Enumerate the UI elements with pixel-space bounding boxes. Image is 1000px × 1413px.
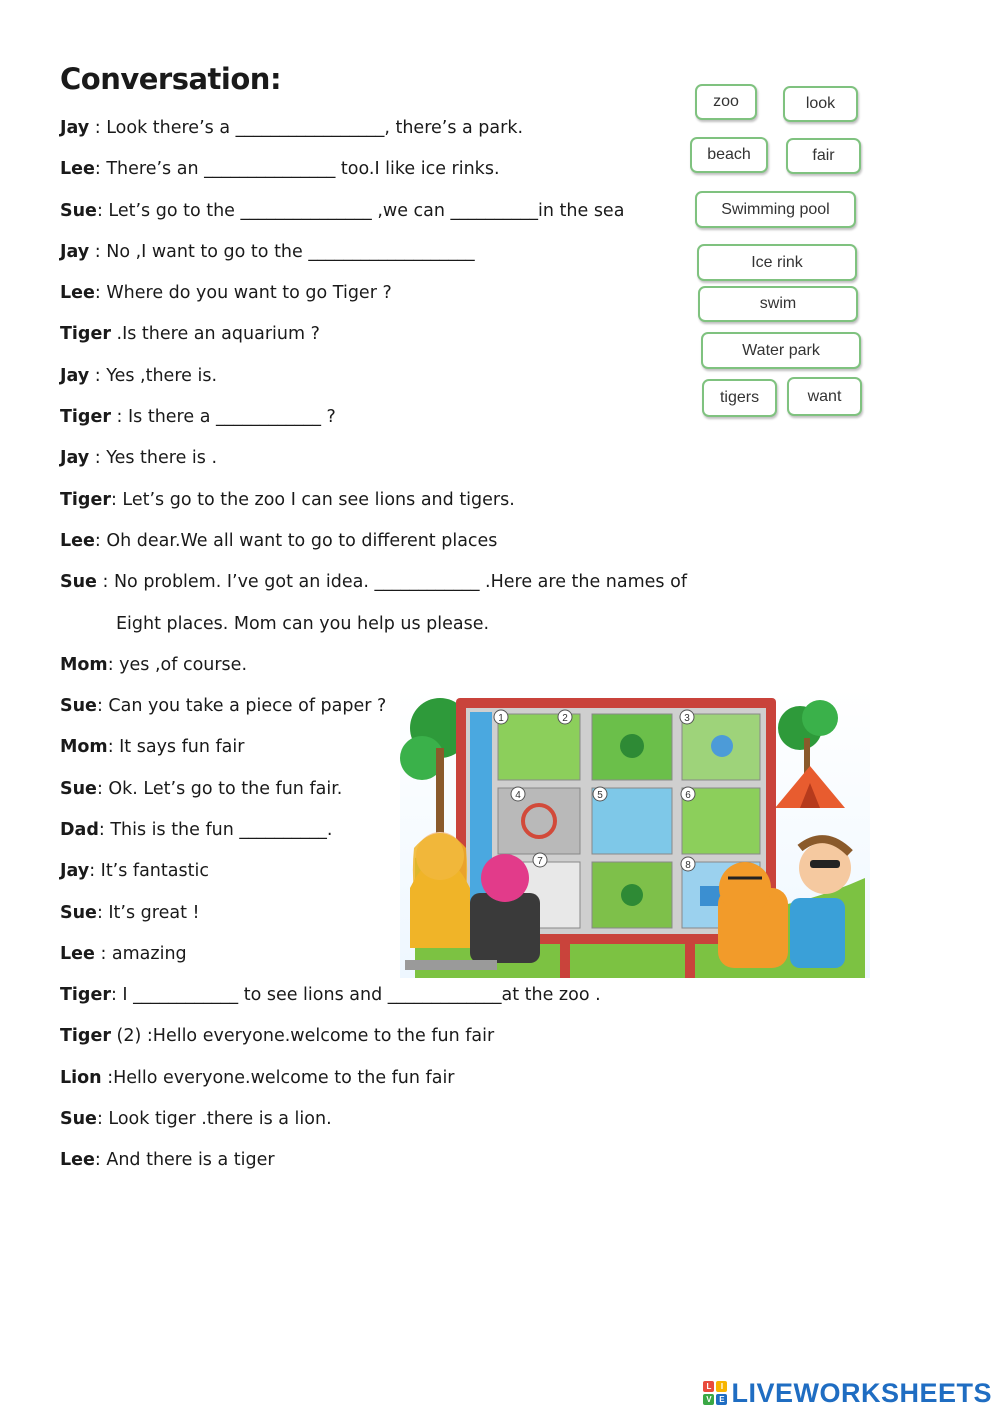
- dialogue-line: [116, 612, 489, 636]
- dialogue-line: [60, 322, 320, 346]
- dialogue-line: [60, 199, 624, 223]
- word-chip-tigers[interactable]: tigers: [702, 379, 777, 417]
- logo-tile: V: [703, 1394, 714, 1405]
- speaker: Sue: [60, 201, 97, 221]
- line-text: : And there is a tiger: [94, 1150, 275, 1170]
- logo-tile: L: [703, 1381, 714, 1392]
- speaker: Jay: [60, 366, 90, 386]
- dialogue-line: [60, 446, 217, 470]
- line-text: : It’s great !: [96, 903, 200, 923]
- line-text: : Look there’s a _________________, there’s a park.: [89, 118, 524, 138]
- dialogue-line: [60, 1066, 455, 1090]
- dialogue-line: [60, 1148, 275, 1172]
- line-text: : Can you take a piece of paper ?: [96, 696, 387, 716]
- speaker: Mom: [60, 655, 108, 675]
- word-chip-ice-rink[interactable]: Ice rink: [697, 244, 857, 281]
- speaker: Lee: [60, 531, 95, 551]
- word-chip-swimming-pool[interactable]: Swimming pool: [695, 191, 856, 228]
- dialogue-line: [60, 818, 332, 842]
- speaker: Lee: [60, 159, 95, 179]
- speaker: Tiger: [60, 407, 111, 427]
- dialogue-line: [60, 570, 687, 594]
- speaker: Tiger: [60, 985, 111, 1005]
- line-text: .Is there an aquarium ?: [110, 324, 320, 344]
- map-number: 7: [537, 856, 543, 867]
- speaker: Jay: [60, 118, 90, 138]
- dialogue-line: [60, 529, 497, 553]
- line-text: : I ____________ to see lions and _____________at the zoo .: [110, 985, 601, 1005]
- liveworksheets-logo: [703, 1377, 992, 1409]
- line-text: : Let’s go to the _______________ ,we can __________in the sea: [96, 201, 625, 221]
- speaker: Jay: [60, 448, 90, 468]
- logo-tile: I: [716, 1381, 727, 1392]
- line-text: : No problem. I’ve got an idea. ____________ .Here are the names of: [96, 572, 687, 592]
- speaker: Dad: [60, 820, 99, 840]
- map-number: 4: [515, 790, 521, 801]
- line-text: : Yes there is .: [89, 448, 218, 468]
- dialogue-line: [60, 157, 500, 181]
- dialogue-line: [60, 777, 342, 801]
- word-chip-water-park[interactable]: Water park: [701, 332, 861, 369]
- brand-name: LIVEWORKSHEETS: [731, 1377, 992, 1408]
- page-title: Conversation:: [60, 62, 282, 96]
- dialogue-line: [60, 364, 217, 388]
- line-text: : yes ,of course.: [107, 655, 248, 675]
- dialogue-line: [60, 942, 187, 966]
- dialogue-line: [60, 116, 523, 140]
- speaker: Sue: [60, 779, 97, 799]
- speaker: Tiger: [60, 1026, 111, 1046]
- logo-tiles-icon: [703, 1381, 727, 1405]
- line-text: : This is the fun __________.: [98, 820, 333, 840]
- word-chip-beach[interactable]: beach: [690, 137, 768, 173]
- word-chip-fair[interactable]: fair: [786, 138, 861, 174]
- map-number: 2: [562, 713, 568, 724]
- line-text: Eight places. Mom can you help us please.: [116, 614, 490, 634]
- dialogue-line: [60, 1024, 494, 1048]
- dialogue-line: [60, 694, 386, 718]
- logo-tile: E: [716, 1394, 727, 1405]
- word-chip-swim[interactable]: swim: [698, 286, 858, 322]
- line-text: : Look tiger .there is a lion.: [96, 1109, 332, 1129]
- line-text: : It says fun fair: [107, 737, 245, 757]
- line-text: : No ,I want to go to the ___________________: [89, 242, 475, 262]
- line-text: : Ok. Let’s go to the fun fair.: [96, 779, 343, 799]
- image-scrollbar: [405, 960, 497, 970]
- line-text: : It’s fantastic: [89, 861, 209, 881]
- speaker: Lee: [60, 283, 95, 303]
- girl-figure: [410, 832, 470, 948]
- line-text: : Yes ,there is.: [89, 366, 218, 386]
- map-number: 8: [685, 860, 691, 871]
- dialogue-line: [60, 1107, 332, 1131]
- line-text: : Is there a ____________ ?: [110, 407, 336, 427]
- speaker: Jay: [60, 242, 90, 262]
- speaker: Sue: [60, 696, 97, 716]
- dialogue-line: [60, 983, 601, 1007]
- dialogue-line: [60, 240, 475, 264]
- speaker: Tiger: [60, 490, 111, 510]
- map-number: 6: [685, 790, 691, 801]
- word-chip-look[interactable]: look: [783, 86, 858, 122]
- speaker: Sue: [60, 1109, 97, 1129]
- map-number: 1: [498, 713, 504, 724]
- dialogue-line: [60, 281, 392, 305]
- word-chip-want[interactable]: want: [787, 377, 862, 416]
- speaker: Lee: [60, 944, 95, 964]
- dialogue-line: [60, 735, 244, 759]
- dialogue-line: [60, 653, 247, 677]
- word-chip-zoo[interactable]: zoo: [695, 84, 757, 120]
- line-text: (2) :Hello everyone.welcome to the fun fair: [110, 1026, 495, 1046]
- speaker: Jay: [60, 861, 90, 881]
- speaker: Sue: [60, 903, 97, 923]
- speaker: Mom: [60, 737, 108, 757]
- line-text: : Let’s go to the zoo I can see lions and tigers.: [110, 490, 515, 510]
- line-text: : There’s an _______________ too.I like ice rinks.: [94, 159, 500, 179]
- dialogue-line: [60, 488, 515, 512]
- speaker: Tiger: [60, 324, 111, 344]
- speaker: Lee: [60, 1150, 95, 1170]
- map-number: 5: [597, 790, 603, 801]
- dialogue-line: [60, 405, 336, 429]
- line-text: : amazing: [94, 944, 187, 964]
- line-text: : Where do you want to go Tiger ?: [94, 283, 392, 303]
- dialogue-line: [60, 859, 209, 883]
- dialogue-line: [60, 901, 200, 925]
- map-number: 3: [684, 713, 690, 724]
- line-text: :Hello everyone.welcome to the fun fair: [101, 1068, 455, 1088]
- speaker: Sue: [60, 572, 97, 592]
- line-text: : Oh dear.We all want to go to different places: [94, 531, 498, 551]
- speaker: Lion: [60, 1068, 102, 1088]
- park-map-illustration: [400, 688, 870, 978]
